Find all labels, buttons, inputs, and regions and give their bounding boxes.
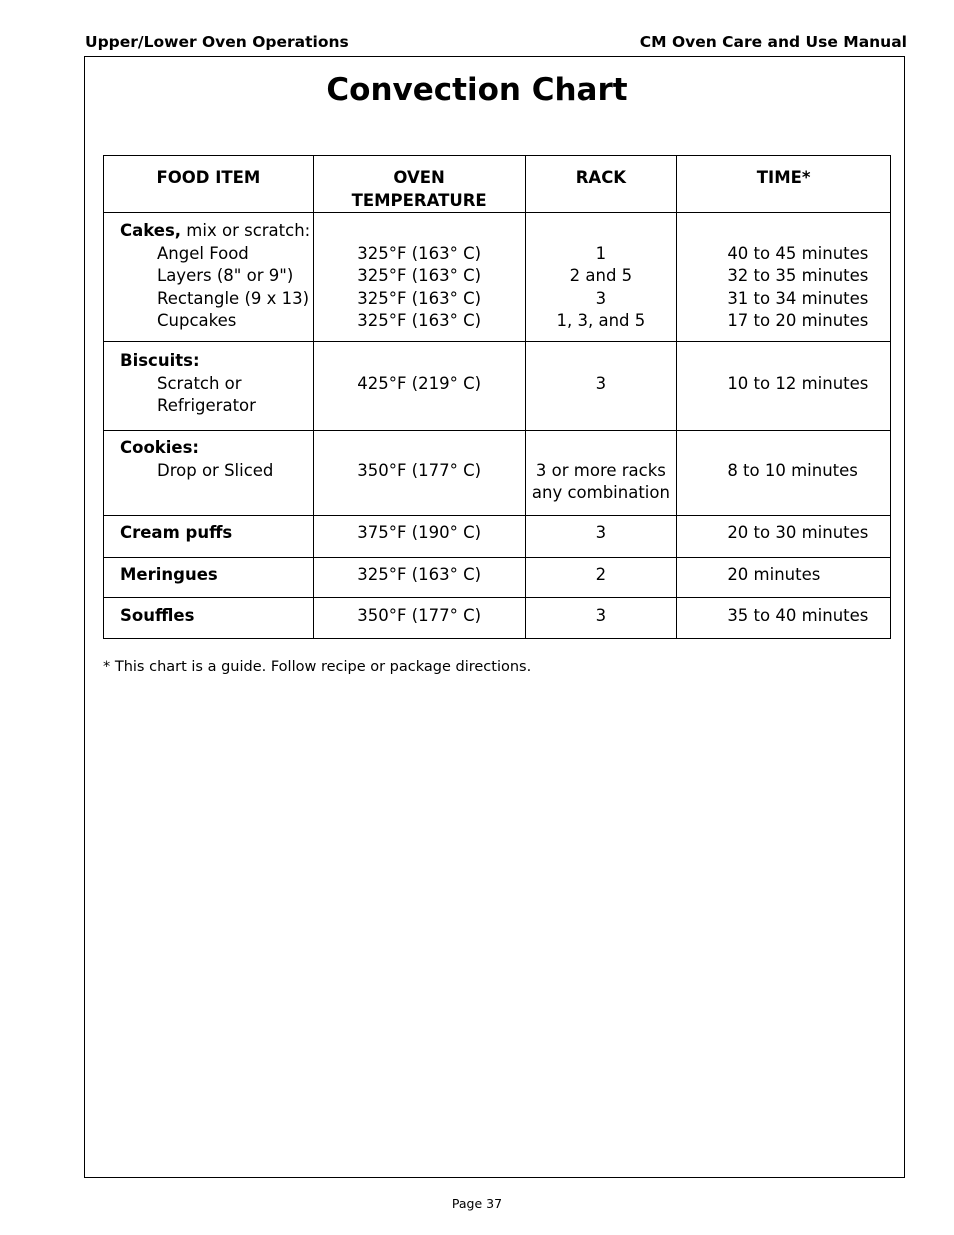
- biscuits-sub: Scratch or: [157, 373, 242, 393]
- cakes-item-temp: 325°F (163° C): [357, 243, 482, 263]
- cakes-item-temp: 325°F (163° C): [357, 311, 482, 330]
- cakes-item-temp: 325°F (163° C): [357, 288, 482, 308]
- cell-time: 20 minutes: [677, 558, 891, 598]
- column-header-temperature: [313, 156, 525, 213]
- cakes-item-food: Angel Food: [157, 243, 249, 263]
- cell-food: [104, 431, 314, 516]
- biscuits-sub: Refrigerator: [157, 396, 256, 415]
- cakes-item-rack: 2 and 5: [569, 266, 633, 285]
- cakes-item-food: Layers (8" or 9"): [157, 266, 294, 285]
- cell-rack: [525, 213, 677, 342]
- header-manual-title: CM Oven Care and Use Manual: [639, 33, 907, 51]
- cell-time: [677, 213, 891, 342]
- cell-time: 8 to 10 minutes: [677, 431, 891, 516]
- cookies-rack-line: 3 or more racks: [535, 460, 666, 480]
- cell-food: Cream puffs: [104, 516, 314, 558]
- cell-temperature: 350°F (177° C): [313, 431, 525, 516]
- cell-rack: 3: [525, 516, 677, 558]
- cakes-label-suffix: mix or scratch:: [181, 221, 311, 240]
- column-header-temperature-line1: OVEN: [393, 168, 445, 187]
- cookies-label: Cookies:: [120, 438, 200, 457]
- cakes-item-rack: 3: [595, 288, 607, 308]
- cell-rack: 3: [525, 342, 677, 431]
- cell-food: [104, 342, 314, 431]
- cell-rack: [525, 431, 677, 516]
- biscuits-label: Biscuits:: [120, 351, 200, 370]
- table-row-meringues: [104, 558, 891, 598]
- cookies-rack-line: any combination: [531, 483, 670, 502]
- cell-temperature: 350°F (177° C): [313, 598, 525, 639]
- cell-temperature: 425°F (219° C): [313, 342, 525, 431]
- cell-rack: 3: [525, 598, 677, 639]
- table-header-row: [104, 156, 891, 213]
- cakes-item-rack: 1: [595, 243, 607, 263]
- table-row-cream-puffs: [104, 516, 891, 558]
- cell-time: 20 to 30 minutes: [677, 516, 891, 558]
- cakes-item-rack: 1, 3, and 5: [556, 311, 646, 330]
- cookies-sub: Drop or Sliced: [157, 460, 274, 480]
- cakes-item-time: 31 to 34 minutes: [727, 288, 869, 308]
- cakes-item-time: 40 to 45 minutes: [727, 243, 869, 263]
- cell-rack: 2: [525, 558, 677, 598]
- header-section-title: Upper/Lower Oven Operations: [85, 33, 349, 51]
- column-header-time: TIME*: [677, 156, 891, 213]
- column-header-food: FOOD ITEM: [104, 156, 314, 213]
- cell-food: Meringues: [104, 558, 314, 598]
- cakes-label-bold: Cakes,: [120, 221, 182, 240]
- cell-temperature: [313, 213, 525, 342]
- page-title: Convection Chart: [326, 72, 628, 108]
- cakes-item-time: 17 to 20 minutes: [727, 311, 869, 330]
- footnote: * This chart is a guide. Follow recipe or package directions.: [103, 659, 532, 675]
- table-row-cookies: [104, 431, 891, 516]
- cakes-label: [120, 220, 313, 243]
- table-row-cakes: [104, 213, 891, 342]
- cell-time: 35 to 40 minutes: [677, 598, 891, 639]
- cell-food: [104, 213, 314, 342]
- column-header-rack: RACK: [525, 156, 677, 213]
- cell-time: 10 to 12 minutes: [677, 342, 891, 431]
- cell-food: Souffles: [104, 598, 314, 639]
- page-number: Page 37: [451, 1196, 503, 1211]
- convection-table: [103, 155, 891, 639]
- cakes-item-food: Cupcakes: [157, 311, 237, 330]
- column-header-temperature-line2: TEMPERATURE: [351, 190, 487, 210]
- cakes-item-food: Rectangle (9 x 13): [157, 288, 310, 308]
- table-row-biscuits: [104, 342, 891, 431]
- cakes-item-temp: 325°F (163° C): [357, 266, 482, 285]
- cell-temperature: 375°F (190° C): [313, 516, 525, 558]
- cell-temperature: 325°F (163° C): [313, 558, 525, 598]
- cakes-item-time: 32 to 35 minutes: [727, 266, 869, 285]
- table-row-souffles: [104, 598, 891, 639]
